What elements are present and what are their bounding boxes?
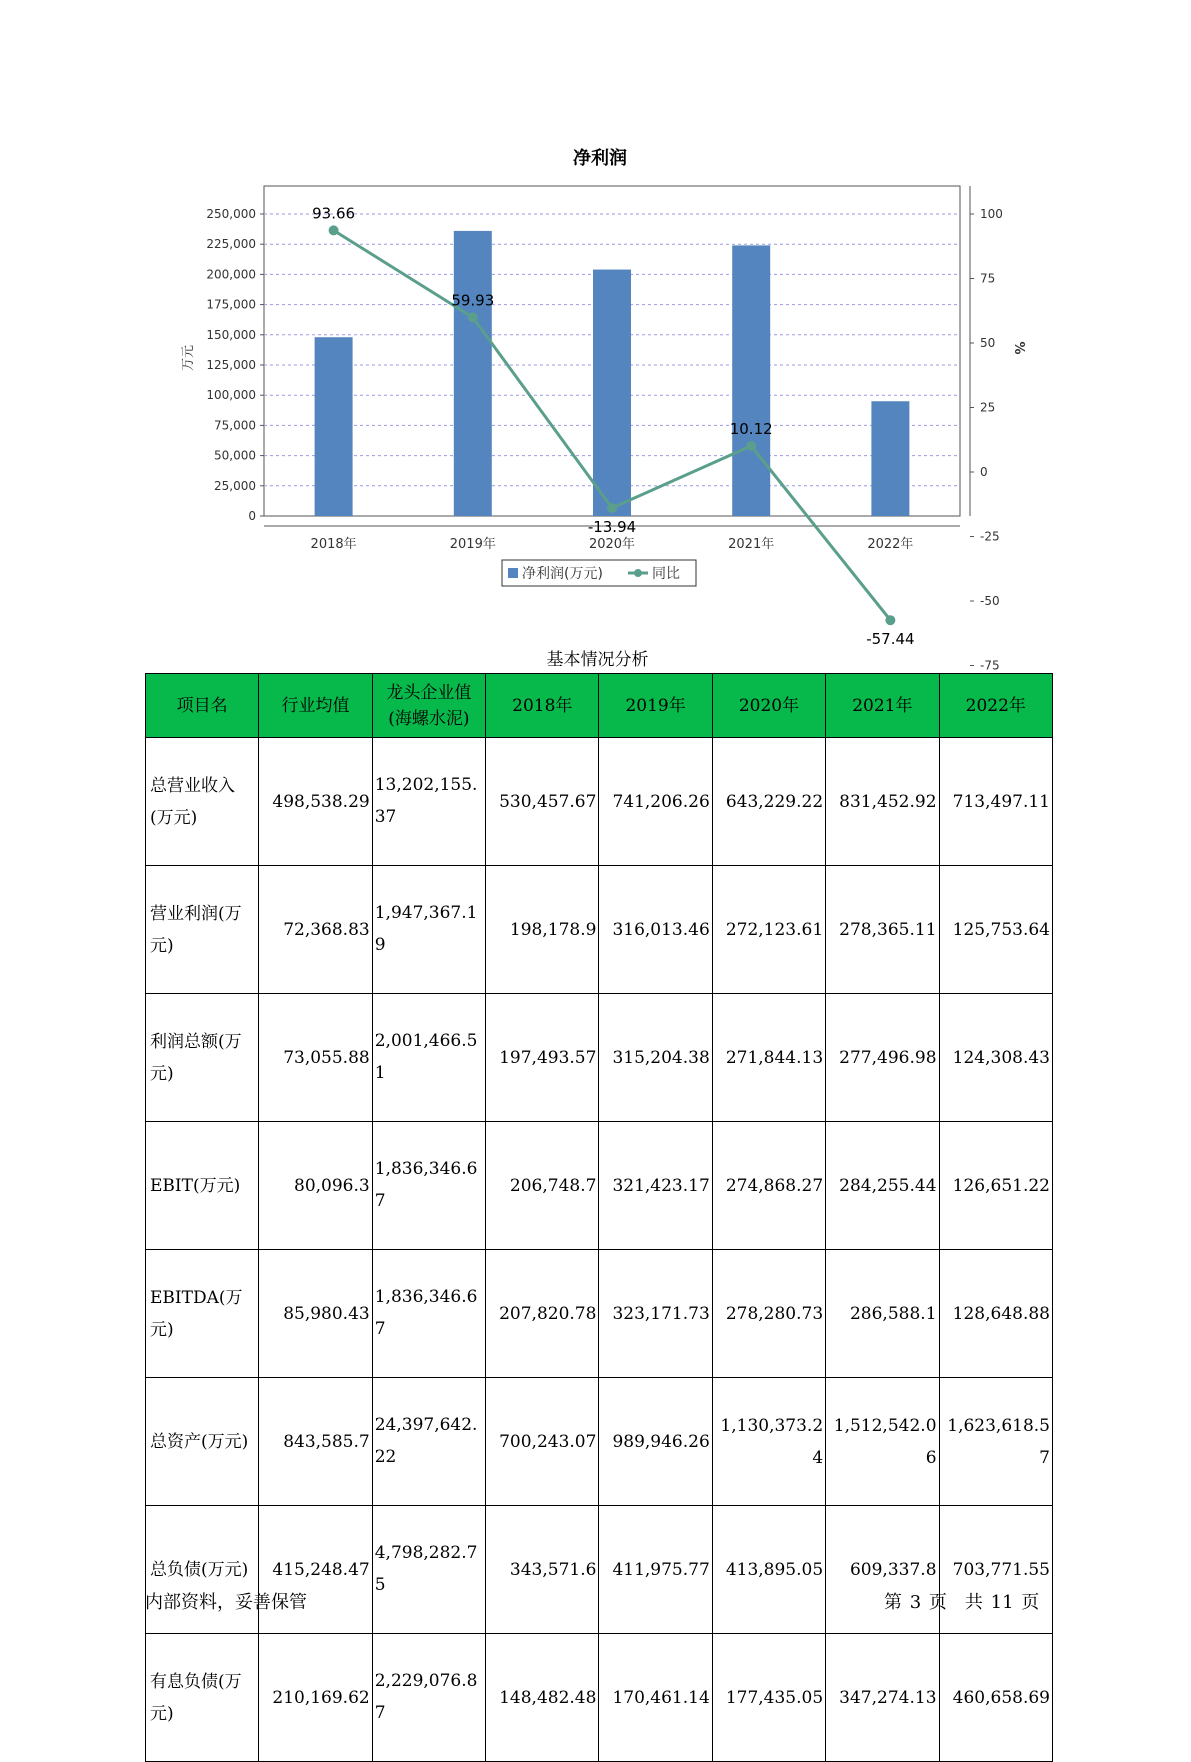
x-tick-label: 2019年 bbox=[449, 537, 496, 552]
table-caption: 基本情况分析 bbox=[546, 650, 649, 670]
table-header-row bbox=[146, 674, 1053, 738]
right-tick-label: -25 bbox=[980, 529, 1000, 544]
table-cell: 73,055.88 bbox=[259, 994, 372, 1122]
yoy-point bbox=[329, 225, 339, 235]
table-cell: 700,243.07 bbox=[486, 1378, 599, 1506]
left-tick-label: 100,000 bbox=[206, 388, 256, 403]
table-cell: 1,836,346.67 bbox=[372, 1250, 485, 1378]
table-row bbox=[146, 1506, 1053, 1634]
bar-net-profit bbox=[454, 231, 492, 516]
table-header-cell: 2020年 bbox=[712, 674, 825, 738]
bar-net-profit bbox=[732, 245, 770, 516]
table-cell: 1,512,542.06 bbox=[826, 1378, 939, 1506]
table-cell: 177,435.05 bbox=[712, 1634, 825, 1762]
row-label-cell: 有息负债(万元) bbox=[146, 1634, 259, 1762]
table-cell: 210,169.62 bbox=[259, 1634, 372, 1762]
table-cell: 713,497.11 bbox=[939, 738, 1052, 866]
table-cell: 274,868.27 bbox=[712, 1122, 825, 1250]
table-cell: 286,588.1 bbox=[826, 1250, 939, 1378]
legend-bar-swatch bbox=[508, 568, 518, 578]
table-cell: 413,895.05 bbox=[712, 1506, 825, 1634]
table-cell: 206,748.7 bbox=[486, 1122, 599, 1250]
table-cell: 741,206.26 bbox=[599, 738, 712, 866]
table-cell: 315,204.38 bbox=[599, 994, 712, 1122]
yoy-point bbox=[468, 312, 478, 322]
table-cell: 13,202,155.37 bbox=[372, 738, 485, 866]
bar-net-profit bbox=[871, 401, 909, 516]
table-cell: 530,457.67 bbox=[486, 738, 599, 866]
table-cell: 460,658.69 bbox=[939, 1634, 1052, 1762]
left-tick-label: 200,000 bbox=[206, 267, 256, 282]
table-cell: 2,001,466.51 bbox=[372, 994, 485, 1122]
table-cell: 703,771.55 bbox=[939, 1506, 1052, 1634]
table-cell: 498,538.29 bbox=[259, 738, 372, 866]
left-tick-label: 25,000 bbox=[214, 478, 256, 493]
table-cell: 148,482.48 bbox=[486, 1634, 599, 1762]
left-tick-label: 225,000 bbox=[206, 237, 256, 252]
table-cell: 347,274.13 bbox=[826, 1634, 939, 1762]
left-tick-label: 175,000 bbox=[206, 297, 256, 312]
table-header-cell: 2021年 bbox=[826, 674, 939, 738]
table-header-cell: 项目名 bbox=[146, 674, 259, 738]
table-row bbox=[146, 1378, 1053, 1506]
right-tick-label: 25 bbox=[980, 400, 996, 415]
yoy-data-label: 93.66 bbox=[312, 204, 356, 223]
x-tick-label: 2020年 bbox=[588, 537, 636, 552]
yoy-data-label: 59.93 bbox=[451, 291, 495, 310]
x-tick-label: 2022年 bbox=[867, 537, 914, 552]
table-header-cell: 2019年 bbox=[599, 674, 712, 738]
table-cell: 24,397,642.22 bbox=[372, 1378, 485, 1506]
yoy-data-label: -57.44 bbox=[866, 630, 915, 649]
table-cell: 272,123.61 bbox=[712, 866, 825, 994]
right-tick-label: 75 bbox=[980, 271, 996, 286]
row-label-cell: EBIT(万元) bbox=[146, 1122, 259, 1250]
left-tick-label: 150,000 bbox=[206, 327, 256, 342]
row-label-cell: 总营业收入(万元) bbox=[146, 738, 259, 866]
table-cell: 278,365.11 bbox=[826, 866, 939, 994]
table-row bbox=[146, 866, 1053, 994]
table-cell: 1,947,367.19 bbox=[372, 866, 485, 994]
table-header-cell: 龙头企业值(海螺水泥) bbox=[372, 674, 485, 738]
table-row bbox=[146, 1250, 1053, 1378]
right-tick-label: 100 bbox=[980, 207, 1003, 221]
table-row bbox=[146, 1634, 1053, 1762]
table-cell: 343,571.6 bbox=[486, 1506, 599, 1634]
table-cell: 4,798,282.75 bbox=[372, 1506, 485, 1634]
right-tick-label: -50 bbox=[980, 594, 1000, 608]
table-cell: 643,229.22 bbox=[712, 738, 825, 866]
left-tick-label: 0 bbox=[248, 509, 256, 523]
yoy-data-label: -13.94 bbox=[587, 517, 637, 536]
table-cell: 1,130,373.24 bbox=[712, 1378, 825, 1506]
table-cell: 321,423.17 bbox=[599, 1122, 712, 1250]
row-label-cell: 总资产(万元) bbox=[146, 1378, 259, 1506]
table-cell: 989,946.26 bbox=[599, 1378, 712, 1506]
x-tick-label: 2021年 bbox=[728, 537, 775, 552]
table-cell: 207,820.78 bbox=[486, 1250, 599, 1378]
legend-line-label: 同比 bbox=[652, 566, 680, 582]
table-row bbox=[146, 738, 1053, 866]
table-cell: 415,248.47 bbox=[259, 1506, 372, 1634]
legend-bar-label: 净利润(万元) bbox=[522, 566, 603, 582]
table-cell: 2,229,076.87 bbox=[372, 1634, 485, 1762]
left-tick-label: 250,000 bbox=[206, 207, 256, 221]
yoy-point bbox=[746, 441, 756, 451]
table-row bbox=[146, 994, 1053, 1122]
table-cell: 72,368.83 bbox=[259, 866, 372, 994]
row-label-cell: 营业利润(万元) bbox=[146, 866, 259, 994]
yoy-point bbox=[885, 615, 895, 625]
table-cell: 85,980.43 bbox=[259, 1250, 372, 1378]
table-cell: 316,013.46 bbox=[599, 866, 712, 994]
table-cell: 170,461.14 bbox=[599, 1634, 712, 1762]
table-cell: 128,648.88 bbox=[939, 1250, 1052, 1378]
table-cell: 125,753.64 bbox=[939, 866, 1052, 994]
table-cell: 80,096.3 bbox=[259, 1122, 372, 1250]
table-cell: 124,308.43 bbox=[939, 994, 1052, 1122]
footer-confidential-note: 内部资料，妥善保管 bbox=[145, 1592, 307, 1613]
right-tick-label: 0 bbox=[980, 465, 988, 479]
bar-net-profit bbox=[315, 337, 353, 516]
left-tick-label: 50,000 bbox=[214, 448, 256, 463]
right-tick-label: -75 bbox=[980, 658, 1000, 673]
row-label-cell: 利润总额(万元) bbox=[146, 994, 259, 1122]
right-tick-label: 50 bbox=[980, 336, 996, 350]
table-cell: 411,975.77 bbox=[599, 1506, 712, 1634]
table-row bbox=[146, 1122, 1053, 1250]
table-cell: 277,496.98 bbox=[826, 994, 939, 1122]
table-header-cell: 行业均值 bbox=[259, 674, 372, 738]
right-axis-title: % bbox=[1011, 341, 1026, 355]
table-cell: 1,836,346.67 bbox=[372, 1122, 485, 1250]
table-cell: 271,844.13 bbox=[712, 994, 825, 1122]
left-tick-label: 125,000 bbox=[206, 358, 256, 372]
yoy-data-label: 10.12 bbox=[729, 419, 773, 438]
bar-net-profit bbox=[593, 270, 631, 516]
table-cell: 278,280.73 bbox=[712, 1250, 825, 1378]
left-axis-title: 万元 bbox=[181, 344, 196, 372]
table-header-cell: 2018年 bbox=[486, 674, 599, 738]
left-tick-label: 75,000 bbox=[214, 418, 256, 433]
x-tick-label: 2018年 bbox=[310, 537, 357, 552]
footer-page-number: 第 3 页 共 11 页 bbox=[884, 1592, 1040, 1613]
row-label-cell: 总负债(万元) bbox=[146, 1506, 259, 1634]
table-cell: 1,623,618.57 bbox=[939, 1378, 1052, 1506]
table-cell: 284,255.44 bbox=[826, 1122, 939, 1250]
table-cell: 831,452.92 bbox=[826, 738, 939, 866]
yoy-point bbox=[607, 503, 617, 513]
table-cell: 843,585.7 bbox=[259, 1378, 372, 1506]
table-cell: 126,651.22 bbox=[939, 1122, 1052, 1250]
row-label-cell: EBITDA(万元) bbox=[146, 1250, 259, 1378]
table-cell: 198,178.9 bbox=[486, 866, 599, 994]
chart-title: 净利润 bbox=[573, 148, 627, 169]
table-header-cell: 2022年 bbox=[939, 674, 1052, 738]
table-cell: 323,171.73 bbox=[599, 1250, 712, 1378]
table-cell: 609,337.8 bbox=[826, 1506, 939, 1634]
table-cell: 197,493.57 bbox=[486, 994, 599, 1122]
legend-line-marker bbox=[634, 569, 642, 577]
